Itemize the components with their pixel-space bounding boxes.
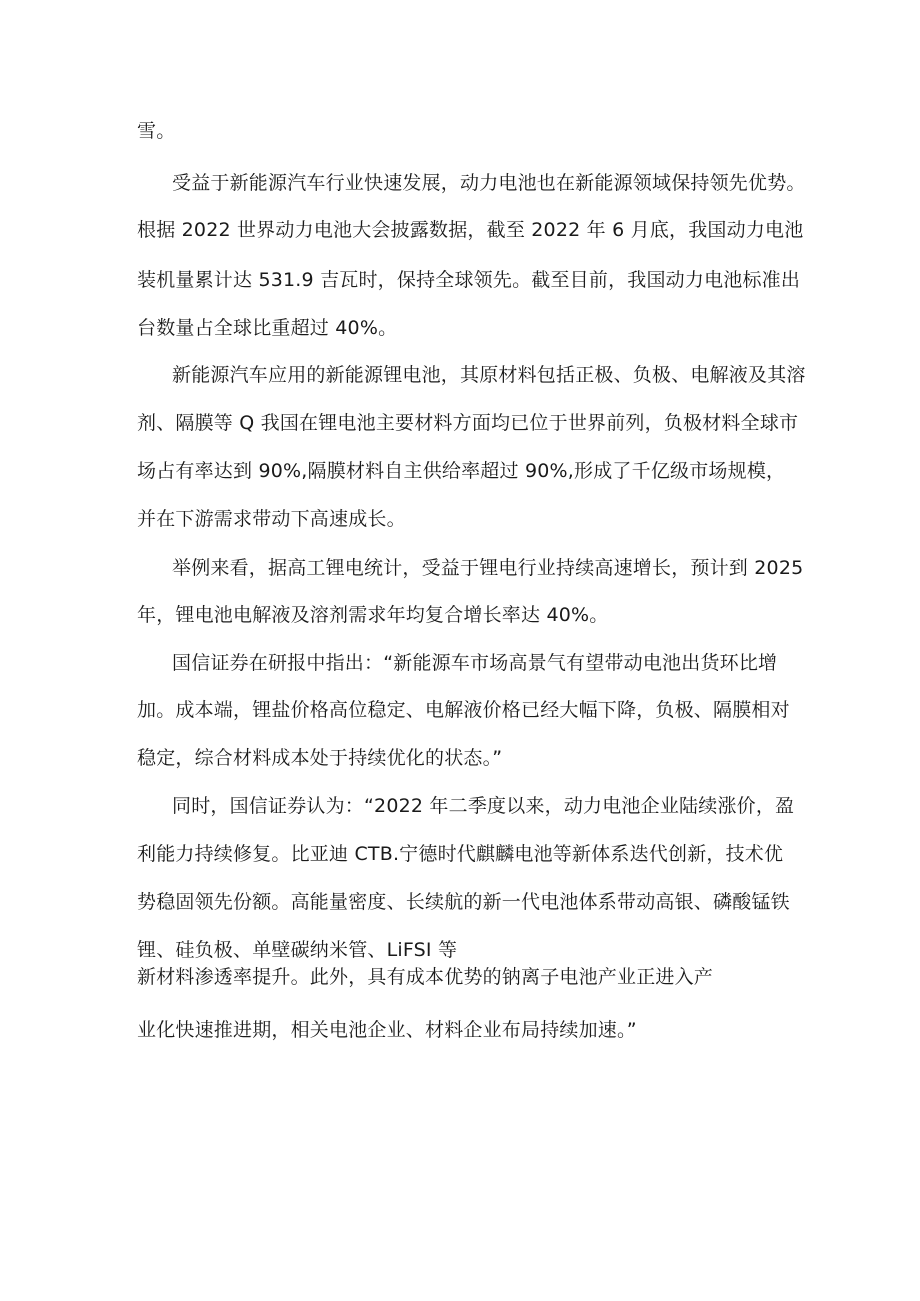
text-line: 举例来看，据高工锂电统计，受益于锂电行业持续高速增长，预计到 2025 [172,557,804,579]
text-line: 台数量占全球比重超过 40%。 [137,317,398,339]
text-line: 装机量累计达 531.9 吉瓦时，保持全球领先。截至目前，我国动力电池标准出 [137,269,801,291]
text-line: 场占有率达到 90%,隔膜材料自主供给率超过 90%,形成了千亿级市场规模， [137,460,786,482]
text-line: 新能源汽车应用的新能源锂电池，其原材料包括正极、负极、电解液及其溶 [172,364,806,386]
text-line: 稳定，综合材料成本处于持续优化的状态。” [137,747,503,769]
text-line: 同时，国信证券认为：“2022 年二季度以来，动力电池企业陆续涨价，盈 [172,795,795,817]
text-line: 年，锂电池电解液及溶剂需求年均复合增长率达 40%。 [137,604,609,626]
text-line: 加。成本端，锂盐价格高位稳定、电解液价格已经大幅下降，负极、隔膜相对 [137,699,790,721]
text-line: 剂、隔膜等 Q 我国在锂电池主要材料方面均已位于世界前列，负极材料全球市 [137,412,799,434]
text-line: 并在下游需求带动下高速成长。 [137,508,406,530]
text-line: 锂、硅负极、单壁碳纳米管、LiFSI 等 [137,939,458,961]
text-line: 利能力持续修复。比亚迪 CTB.宁德时代麒麟电池等新体系迭代创新，技术优 [137,843,784,865]
text-line: 根据 2022 世界动力电池大会披露数据，截至 2022 年 6 月底，我国动力电池 [137,219,804,241]
text-line: 势稳固领先份额。高能量密度、长续航的新一代电池体系带动高银、磷酸锰铁 [137,891,790,913]
text-line: 新材料渗透率提升。此外，具有成本优势的钠离子电池产业正进入产 [137,966,714,988]
text-line: 雪。 [137,120,176,142]
text-line: 受益于新能源汽车行业快速发展，动力电池也在新能源领域保持领先优势。 [172,172,806,194]
text-line: 业化快速推进期，相关电池企业、材料企业布局持续加速。” [137,1019,637,1041]
text-line: 国信证券在研报中指出：“新能源车市场高景气有望带动电池出货环比增 [172,652,778,674]
